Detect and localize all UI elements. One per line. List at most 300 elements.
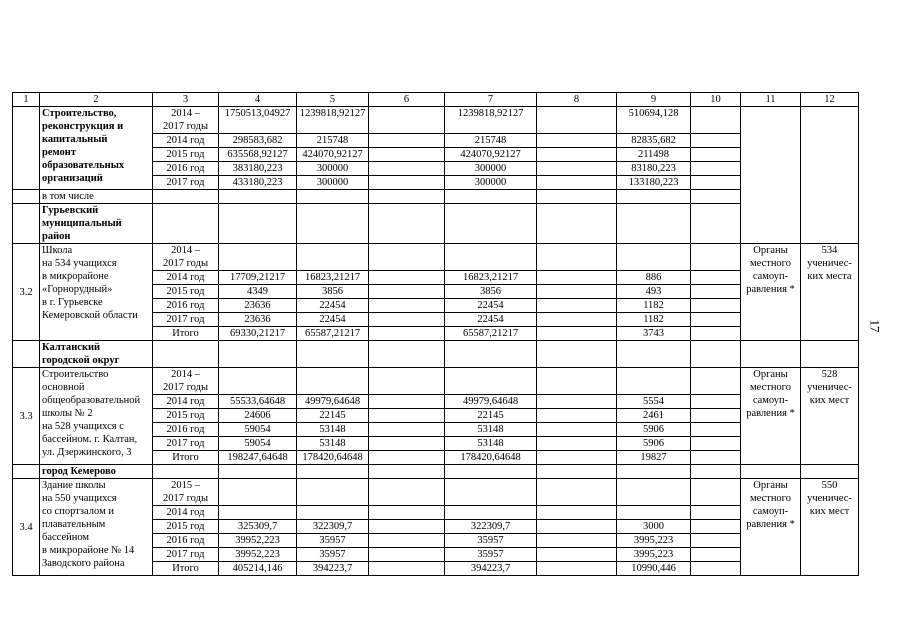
value-col10 xyxy=(691,271,741,285)
cell-line: бассейном xyxy=(42,532,90,543)
empty-cell xyxy=(369,204,445,244)
period xyxy=(153,148,219,162)
value-col5: 178420,64648 xyxy=(297,451,369,465)
value-col4 xyxy=(219,244,297,271)
value-col5: 322309,7 xyxy=(297,520,369,534)
cell-line: 2017 годы xyxy=(162,493,208,504)
section-row xyxy=(13,107,859,134)
cell-line: 550 xyxy=(821,480,838,491)
value-col4: 39952,223 xyxy=(219,534,297,548)
header-cell: 1 xyxy=(13,93,40,107)
project-description xyxy=(40,479,153,576)
value-col4: 55533,64648 xyxy=(219,395,297,409)
including-row xyxy=(13,190,859,204)
org-cell xyxy=(741,107,801,244)
empty-cell xyxy=(445,341,537,368)
header-cell: 3 xyxy=(153,93,219,107)
student-places xyxy=(801,479,859,576)
cell-line: 2016 год xyxy=(166,424,205,435)
cell-line: равления * xyxy=(746,284,795,295)
period xyxy=(153,271,219,285)
empty-cell xyxy=(691,190,741,204)
empty-cell xyxy=(741,341,801,368)
cell-line: самоуп- xyxy=(752,395,789,406)
value-col5 xyxy=(297,479,369,506)
cell-line: 2014 год xyxy=(166,135,205,146)
empty-cell xyxy=(297,341,369,368)
value-col10 xyxy=(691,162,741,176)
cell-line: 2017 год xyxy=(166,177,205,188)
value-col4: 69330,21217 xyxy=(219,327,297,341)
value-col4: 198247,64648 xyxy=(219,451,297,465)
header-cell: 10 xyxy=(691,93,741,107)
district-row xyxy=(13,465,859,479)
value-col6 xyxy=(369,562,445,576)
value-col6 xyxy=(369,285,445,299)
empty-cell xyxy=(691,204,741,244)
cell-line: 2014 год xyxy=(166,272,205,283)
cell-line: общеобразовательной xyxy=(42,395,141,406)
value-col7: 65587,21217 xyxy=(445,327,537,341)
value-col6 xyxy=(369,176,445,190)
cell-line: муниципальный xyxy=(42,218,122,229)
value-col8 xyxy=(537,562,617,576)
value-col5: 1239818,92127 xyxy=(297,107,369,134)
value-col10 xyxy=(691,409,741,423)
value-col4: 23636 xyxy=(219,313,297,327)
value-col8 xyxy=(537,176,617,190)
cell-line: на 534 учащихся xyxy=(42,258,117,269)
cell-line: ких мест xyxy=(809,506,850,517)
cell-line: Строительство, xyxy=(42,108,117,119)
cell-line: плавательным xyxy=(42,519,106,530)
value-col8 xyxy=(537,409,617,423)
value-col9: 10990,446 xyxy=(617,562,691,576)
cell-line: самоуп- xyxy=(752,271,789,282)
cell-line: 528 xyxy=(821,369,838,380)
cell-line: равления * xyxy=(746,519,795,530)
value-col5: 424070,92127 xyxy=(297,148,369,162)
value-col6 xyxy=(369,451,445,465)
header-cell: 12 xyxy=(801,93,859,107)
value-col9: 2461 xyxy=(617,409,691,423)
cell-line: район xyxy=(42,231,71,242)
value-col4: 1750513,04927 xyxy=(219,107,297,134)
value-col9: 5906 xyxy=(617,437,691,451)
value-col10 xyxy=(691,562,741,576)
value-col4: 23636 xyxy=(219,299,297,313)
cell-line: 2014 год xyxy=(166,507,205,518)
value-col10 xyxy=(691,299,741,313)
value-col7 xyxy=(445,244,537,271)
value-col9 xyxy=(617,368,691,395)
row-number xyxy=(13,190,40,204)
row-number xyxy=(13,204,40,244)
empty-cell xyxy=(369,465,445,479)
period xyxy=(153,162,219,176)
empty-cell xyxy=(445,190,537,204)
section-title xyxy=(40,107,153,190)
district-title xyxy=(40,204,153,244)
value-col7 xyxy=(445,479,537,506)
value-col9: 1182 xyxy=(617,313,691,327)
cell-line: 534 xyxy=(821,245,838,256)
value-col5: 394223,7 xyxy=(297,562,369,576)
value-col5: 49979,64648 xyxy=(297,395,369,409)
value-col7: 22454 xyxy=(445,313,537,327)
header-cell: 9 xyxy=(617,93,691,107)
cell-line: на 550 учащихся xyxy=(42,493,117,504)
value-col4: 4349 xyxy=(219,285,297,299)
value-col6 xyxy=(369,148,445,162)
value-col9: 493 xyxy=(617,285,691,299)
district-title xyxy=(40,465,153,479)
value-col10 xyxy=(691,244,741,271)
period xyxy=(153,327,219,341)
value-col6 xyxy=(369,409,445,423)
cell-line: 2017 год xyxy=(166,438,205,449)
empty-cell xyxy=(297,465,369,479)
value-col7: 49979,64648 xyxy=(445,395,537,409)
cell-line: самоуп- xyxy=(752,506,789,517)
value-col5 xyxy=(297,244,369,271)
value-col10 xyxy=(691,285,741,299)
value-col8 xyxy=(537,506,617,520)
cell-line: 2015 год xyxy=(166,410,205,421)
value-col6 xyxy=(369,437,445,451)
value-col7: 53148 xyxy=(445,423,537,437)
empty-cell xyxy=(153,204,219,244)
responsible-org xyxy=(741,244,801,341)
value-col7: 1239818,92127 xyxy=(445,107,537,134)
value-col5: 53148 xyxy=(297,423,369,437)
value-col4: 383180,223 xyxy=(219,162,297,176)
value-col8 xyxy=(537,368,617,395)
cell-line: Калтанский xyxy=(42,342,101,353)
header-row xyxy=(13,93,859,107)
cell-line: местного xyxy=(750,382,791,393)
cell-line: образовательных xyxy=(42,160,125,171)
period xyxy=(153,244,219,271)
value-col5: 16823,21217 xyxy=(297,271,369,285)
value-col7: 22145 xyxy=(445,409,537,423)
value-col5: 3856 xyxy=(297,285,369,299)
value-col7: 53148 xyxy=(445,437,537,451)
cell-line: основной xyxy=(42,382,85,393)
cell-line: ул. Дзержинского, 3 xyxy=(42,447,132,458)
value-col6 xyxy=(369,395,445,409)
value-col4: 39952,223 xyxy=(219,548,297,562)
value-col10 xyxy=(691,548,741,562)
period xyxy=(153,506,219,520)
value-col9: 211498 xyxy=(617,148,691,162)
empty-cell xyxy=(219,465,297,479)
including-label: в том числе xyxy=(40,190,153,204)
value-col8 xyxy=(537,520,617,534)
value-col7: 35957 xyxy=(445,548,537,562)
value-col5: 65587,21217 xyxy=(297,327,369,341)
value-col9: 510694,128 xyxy=(617,107,691,134)
empty-cell xyxy=(691,341,741,368)
value-col9 xyxy=(617,506,691,520)
period xyxy=(153,107,219,134)
value-col8 xyxy=(537,244,617,271)
value-col5: 215748 xyxy=(297,134,369,148)
period xyxy=(153,395,219,409)
value-col6 xyxy=(369,327,445,341)
cell-line: городской округ xyxy=(42,355,120,366)
value-col8 xyxy=(537,107,617,134)
row-number xyxy=(13,465,40,479)
cell-line: 2015 – xyxy=(171,480,200,491)
cell-line: «Горнорудный» xyxy=(42,284,113,295)
empty-cell xyxy=(219,190,297,204)
cell-line: 2017 годы xyxy=(162,258,208,269)
cell-line: 2017 год xyxy=(166,549,205,560)
cell-line: реконструкция и xyxy=(42,121,124,132)
period xyxy=(153,423,219,437)
cell-line: ких мест xyxy=(809,395,850,406)
value-col9 xyxy=(617,479,691,506)
cell-line: 2017 годы xyxy=(162,121,208,132)
cell-line: 2015 год xyxy=(166,521,205,532)
value-col5: 35957 xyxy=(297,534,369,548)
value-col8 xyxy=(537,437,617,451)
cell-line: 2017 год xyxy=(166,314,205,325)
cell-line: ученичес- xyxy=(807,258,852,269)
value-col9: 3995,223 xyxy=(617,534,691,548)
value-col5 xyxy=(297,368,369,395)
empty-cell xyxy=(445,204,537,244)
empty-cell xyxy=(741,465,801,479)
row-number xyxy=(13,107,40,190)
value-col7: 215748 xyxy=(445,134,537,148)
header-cell: 4 xyxy=(219,93,297,107)
header-cell: 7 xyxy=(445,93,537,107)
responsible-org xyxy=(741,368,801,465)
period xyxy=(153,285,219,299)
period xyxy=(153,451,219,465)
project-row xyxy=(13,244,859,271)
period xyxy=(153,368,219,395)
page-number: 17 xyxy=(867,319,883,333)
value-col9: 5906 xyxy=(617,423,691,437)
empty-cell xyxy=(219,204,297,244)
empty-cell xyxy=(445,465,537,479)
value-col7: 16823,21217 xyxy=(445,271,537,285)
value-col10 xyxy=(691,148,741,162)
value-col5 xyxy=(297,506,369,520)
value-col10 xyxy=(691,479,741,506)
empty-cell xyxy=(537,465,617,479)
value-col6 xyxy=(369,520,445,534)
empty-cell xyxy=(219,341,297,368)
value-col6 xyxy=(369,313,445,327)
cell-line: на 528 учащихся с xyxy=(42,421,124,432)
cell-line: капитальный xyxy=(42,134,108,145)
value-col4 xyxy=(219,506,297,520)
value-col4: 298583,682 xyxy=(219,134,297,148)
student-places xyxy=(801,244,859,341)
cell-line: Строительство xyxy=(42,369,109,380)
value-col6 xyxy=(369,534,445,548)
period xyxy=(153,437,219,451)
value-col9: 133180,223 xyxy=(617,176,691,190)
district-row xyxy=(13,204,859,244)
value-col9: 19827 xyxy=(617,451,691,465)
empty-cell xyxy=(369,190,445,204)
cell-line: 2014 – xyxy=(171,369,200,380)
value-col10 xyxy=(691,327,741,341)
empty-cell xyxy=(537,190,617,204)
period xyxy=(153,562,219,576)
value-col8 xyxy=(537,327,617,341)
value-col8 xyxy=(537,162,617,176)
period xyxy=(153,134,219,148)
value-col4 xyxy=(219,479,297,506)
value-col6 xyxy=(369,299,445,313)
value-col10 xyxy=(691,368,741,395)
empty-cell xyxy=(153,465,219,479)
value-col10 xyxy=(691,520,741,534)
value-col4: 24606 xyxy=(219,409,297,423)
cell-line: Итого xyxy=(172,328,199,339)
value-col7: 322309,7 xyxy=(445,520,537,534)
value-col9: 83180,223 xyxy=(617,162,691,176)
value-col4: 59054 xyxy=(219,423,297,437)
value-col8 xyxy=(537,299,617,313)
period xyxy=(153,313,219,327)
value-col8 xyxy=(537,285,617,299)
value-col9: 886 xyxy=(617,271,691,285)
period xyxy=(153,520,219,534)
project-description xyxy=(40,368,153,465)
value-col5: 22454 xyxy=(297,299,369,313)
period xyxy=(153,176,219,190)
value-col7: 35957 xyxy=(445,534,537,548)
value-col7 xyxy=(445,368,537,395)
project-row xyxy=(13,368,859,395)
cell-line: ких места xyxy=(807,271,852,282)
value-col4: 59054 xyxy=(219,437,297,451)
header-cell: 11 xyxy=(741,93,801,107)
value-col4: 17709,21217 xyxy=(219,271,297,285)
cell-line: Здание школы xyxy=(42,480,106,491)
value-col6 xyxy=(369,423,445,437)
cell-line: ученичес- xyxy=(807,493,852,504)
value-col4: 325309,7 xyxy=(219,520,297,534)
header-cell: 2 xyxy=(40,93,153,107)
value-col6 xyxy=(369,506,445,520)
value-col7: 424070,92127 xyxy=(445,148,537,162)
row-number: 3.3 xyxy=(13,368,40,465)
value-col4: 405214,146 xyxy=(219,562,297,576)
empty-cell xyxy=(369,341,445,368)
value-col9: 3000 xyxy=(617,520,691,534)
responsible-org xyxy=(741,479,801,576)
value-col4: 635568,92127 xyxy=(219,148,297,162)
value-col10 xyxy=(691,134,741,148)
cell-line: 2016 год xyxy=(166,163,205,174)
period xyxy=(153,534,219,548)
cell-line: Итого xyxy=(172,452,199,463)
value-col8 xyxy=(537,134,617,148)
cell-line: 2014 год xyxy=(166,396,205,407)
cell-line: Итого xyxy=(172,563,199,574)
empty-cell xyxy=(537,341,617,368)
cell-line: Школа xyxy=(42,245,73,256)
value-col6 xyxy=(369,244,445,271)
value-col5: 22454 xyxy=(297,313,369,327)
value-col10 xyxy=(691,423,741,437)
project-description xyxy=(40,244,153,341)
empty-cell xyxy=(801,465,859,479)
value-col8 xyxy=(537,451,617,465)
value-col6 xyxy=(369,479,445,506)
value-col8 xyxy=(537,313,617,327)
value-col8 xyxy=(537,395,617,409)
cell-line: равления * xyxy=(746,408,795,419)
value-col9: 1182 xyxy=(617,299,691,313)
value-col4 xyxy=(219,368,297,395)
value-col5: 35957 xyxy=(297,548,369,562)
empty-cell xyxy=(297,204,369,244)
district-title xyxy=(40,341,153,368)
cell-line: 2014 – xyxy=(171,245,200,256)
value-col7 xyxy=(445,506,537,520)
cell-line: 2016 год xyxy=(166,535,205,546)
cell-line: Гурьевский xyxy=(42,205,99,216)
cell-line: 2015 год xyxy=(166,149,205,160)
empty-cell xyxy=(691,465,741,479)
cell-line: 2014 – xyxy=(171,108,200,119)
cell-line: местного xyxy=(750,258,791,269)
value-col8 xyxy=(537,271,617,285)
period xyxy=(153,479,219,506)
value-col10 xyxy=(691,176,741,190)
value-col7: 394223,7 xyxy=(445,562,537,576)
empty-cell xyxy=(537,204,617,244)
value-col6 xyxy=(369,548,445,562)
row-number xyxy=(13,341,40,368)
cell-line: Заводского района xyxy=(42,558,125,569)
cell-line: организаций xyxy=(42,173,103,184)
cell-line: 2017 годы xyxy=(162,382,208,393)
empty-cell xyxy=(153,190,219,204)
empty-cell xyxy=(153,341,219,368)
value-col9 xyxy=(617,244,691,271)
cell-line: в г. Гурьевске xyxy=(42,297,103,308)
value-col9: 3995,223 xyxy=(617,548,691,562)
value-col8 xyxy=(537,548,617,562)
value-col5: 22145 xyxy=(297,409,369,423)
value-col9: 5554 xyxy=(617,395,691,409)
value-col8 xyxy=(537,423,617,437)
value-col10 xyxy=(691,506,741,520)
value-col7: 178420,64648 xyxy=(445,451,537,465)
value-col6 xyxy=(369,271,445,285)
value-col5: 300000 xyxy=(297,162,369,176)
value-col7: 300000 xyxy=(445,176,537,190)
value-col10 xyxy=(691,437,741,451)
cell-line: ремонт xyxy=(42,147,76,158)
places-cell xyxy=(801,107,859,244)
value-col7: 3856 xyxy=(445,285,537,299)
header-cell: 6 xyxy=(369,93,445,107)
cell-line: школы № 2 xyxy=(42,408,93,419)
value-col6 xyxy=(369,162,445,176)
value-col8 xyxy=(537,148,617,162)
